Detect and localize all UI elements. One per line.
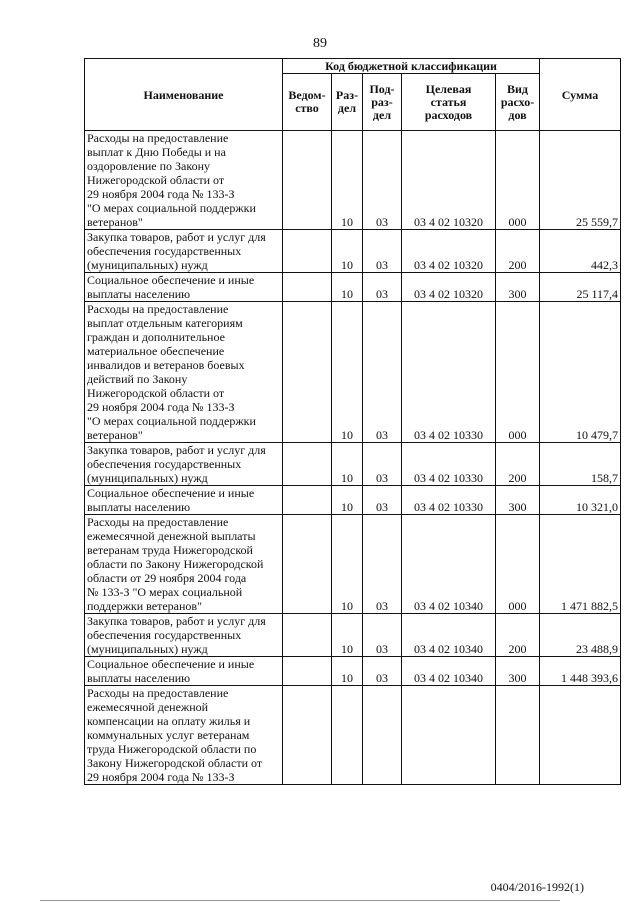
row-target-article: 03 4 02 10340 (402, 515, 496, 614)
row-sum: 25 117,4 (540, 273, 621, 302)
row-target-article: 03 4 02 10330 (402, 443, 496, 486)
row-expense-type: 000 (496, 131, 540, 230)
table-row (85, 131, 621, 230)
row-sum: 10 479,7 (540, 302, 621, 443)
row-expense-type: 300 (496, 486, 540, 515)
row-name: Социальное обеспечение и иные выплаты населению (85, 486, 283, 515)
row-podrazdel: 03 (363, 273, 402, 302)
row-name: Закупка товаров, работ и услуг для обеспечения государственных (муниципальных) нужд (85, 614, 283, 657)
row-razdel: 10 (332, 486, 363, 515)
row-vedomstvo (283, 131, 332, 230)
row-razdel: 10 (332, 273, 363, 302)
row-expense-type: 000 (496, 515, 540, 614)
header-podrazdel: Под- раз- дел (363, 74, 402, 131)
document-code: 0404/2016-1992(1) (490, 880, 584, 894)
row-podrazdel: 03 (363, 131, 402, 230)
row-name: Закупка товаров, работ и услуг для обеспечения государственных (муниципальных) нужд (85, 230, 283, 273)
table-row (85, 443, 621, 486)
row-razdel: 10 (332, 302, 363, 443)
row-razdel: 10 (332, 131, 363, 230)
row-expense-type: 000 (496, 302, 540, 443)
table-row (85, 302, 621, 443)
row-name: Закупка товаров, работ и услуг для обеспечения государственных (муниципальных) нужд (85, 443, 283, 486)
row-vedomstvo (283, 486, 332, 515)
header-vedomstvo: Ведом- ство (283, 74, 332, 131)
row-name: Социальное обеспечение и иные выплаты населению (85, 657, 283, 686)
row-target-article: 03 4 02 10330 (402, 302, 496, 443)
row-podrazdel: 03 (363, 443, 402, 486)
header-name: Наименование (85, 59, 283, 131)
row-expense-type (496, 686, 540, 785)
row-podrazdel: 03 (363, 230, 402, 273)
row-sum: 1 471 882,5 (540, 515, 621, 614)
row-target-article: 03 4 02 10340 (402, 614, 496, 657)
row-sum: 442,3 (540, 230, 621, 273)
budget-table (84, 58, 621, 785)
header-razdel: Раз- дел (332, 74, 363, 131)
row-sum: 10 321,0 (540, 486, 621, 515)
header-classification-code: Код бюджетной классификации (283, 59, 540, 74)
header-target-article: Целевая статья расходов (402, 74, 496, 131)
row-podrazdel: 03 (363, 486, 402, 515)
row-sum: 25 559,7 (540, 131, 621, 230)
row-name: Расходы на предоставление выплат отдельным категориям граждан и дополнительное материальное обеспечение инвалидов и ветеранов боевых действий по Закону Нижегородской области от 29 ноября 2004 года № 133-З "О мерах социальной поддержки ветеранов" (85, 302, 283, 443)
row-sum (540, 686, 621, 785)
row-target-article: 03 4 02 10330 (402, 486, 496, 515)
row-expense-type: 300 (496, 657, 540, 686)
row-razdel: 10 (332, 443, 363, 486)
row-name: Социальное обеспечение и иные выплаты населению (85, 273, 283, 302)
row-razdel: 10 (332, 657, 363, 686)
row-razdel: 10 (332, 614, 363, 657)
row-vedomstvo (283, 614, 332, 657)
row-target-article: 03 4 02 10320 (402, 230, 496, 273)
row-vedomstvo (283, 302, 332, 443)
table-row (85, 686, 621, 785)
row-podrazdel: 03 (363, 657, 402, 686)
row-target-article (402, 686, 496, 785)
row-vedomstvo (283, 230, 332, 273)
row-expense-type: 200 (496, 443, 540, 486)
table-row (85, 657, 621, 686)
table-row (85, 515, 621, 614)
bottom-divider (40, 900, 560, 901)
row-vedomstvo (283, 273, 332, 302)
row-sum: 158,7 (540, 443, 621, 486)
row-expense-type: 200 (496, 230, 540, 273)
table-row (85, 230, 621, 273)
row-name: Расходы на предоставление ежемесячной денежной выплаты ветеранам труда Нижегородской области по Закону Нижегородской области от 29 ноября 2004 года № 133-З "О мерах социальной поддержки ветеранов" (85, 515, 283, 614)
row-razdel: 10 (332, 515, 363, 614)
header-sum: Сумма (540, 59, 621, 131)
row-razdel: 10 (332, 230, 363, 273)
row-vedomstvo (283, 686, 332, 785)
row-expense-type: 200 (496, 614, 540, 657)
page-number: 89 (313, 36, 327, 51)
row-sum: 1 448 393,6 (540, 657, 621, 686)
row-razdel (332, 686, 363, 785)
row-podrazdel: 03 (363, 614, 402, 657)
row-vedomstvo (283, 515, 332, 614)
row-expense-type: 300 (496, 273, 540, 302)
row-target-article: 03 4 02 10340 (402, 657, 496, 686)
row-podrazdel (363, 686, 402, 785)
row-vedomstvo (283, 443, 332, 486)
row-name: Расходы на предоставление выплат к Дню Победы и на оздоровление по Закону Нижегородской области от 29 ноября 2004 года № 133-З "О мерах социальной поддержки ветеранов" (85, 131, 283, 230)
table-row (85, 486, 621, 515)
header-expense-type: Вид расхо- дов (496, 74, 540, 131)
table-row (85, 614, 621, 657)
row-name: Расходы на предоставление ежемесячной денежной компенсации на оплату жилья и коммунальных услуг ветеранам труда Нижегородской области по Закону Нижегородской области от 29 ноября 2004 года № 133-З (85, 686, 283, 785)
row-target-article: 03 4 02 10320 (402, 131, 496, 230)
row-podrazdel: 03 (363, 302, 402, 443)
row-target-article: 03 4 02 10320 (402, 273, 496, 302)
row-sum: 23 488,9 (540, 614, 621, 657)
row-vedomstvo (283, 657, 332, 686)
row-podrazdel: 03 (363, 515, 402, 614)
table-row (85, 273, 621, 302)
